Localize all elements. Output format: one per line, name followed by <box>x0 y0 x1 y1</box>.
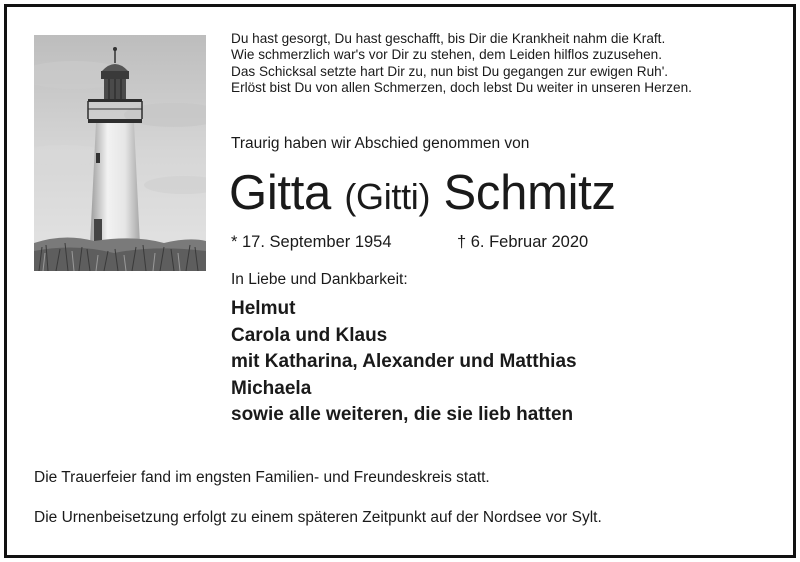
mourner: Michaela <box>231 377 312 399</box>
intro-text: Traurig haben wir Abschied genommen von <box>231 135 530 152</box>
burial-note: Die Urnenbeisetzung erfolgt zu einem späteren Zeitpunkt auf der Nordsee vor Sylt. <box>34 509 602 526</box>
poem-line: Wie schmerzlich war's vor Dir zu stehen, dem Leiden hilflos zuzusehen. <box>231 47 662 63</box>
mourner: Carola und Klaus <box>231 324 388 346</box>
thanks-line: In Liebe und Dankbarkeit: <box>231 271 408 288</box>
obituary-notice <box>4 4 796 558</box>
last-name: Schmitz <box>443 166 616 220</box>
funeral-note: Die Trauerfeier fand im engsten Familien- und Freundeskreis statt. <box>34 469 490 486</box>
poem-line: Du hast gesorgt, Du hast geschafft, bis Dir die Krankheit nahm die Kraft. <box>231 31 666 46</box>
poem-line: Erlöst bist Du von allen Schmerzen, doch lebst Du weiter in unseren Herzen. <box>231 79 692 95</box>
poem-line: Das Schicksal setzte hart Dir zu, nun bist Du gegangen zur ewigen Ruh'. <box>231 63 669 79</box>
birth-date: * 17. September 1954 <box>231 233 392 251</box>
mourners-list <box>231 296 577 429</box>
mourner: Helmut <box>231 298 296 319</box>
nickname: (Gitti) <box>344 176 431 217</box>
mourner: sowie alle weiteren, die sie lieb hatten <box>231 404 574 425</box>
deceased-name <box>229 163 616 227</box>
death-date: † 6. Februar 2020 <box>457 233 589 251</box>
first-name: Gitta <box>229 166 331 220</box>
lighthouse-photo <box>34 35 206 271</box>
mourner: mit Katharina, Alexander und Matthias <box>231 351 577 372</box>
poem <box>231 31 771 96</box>
